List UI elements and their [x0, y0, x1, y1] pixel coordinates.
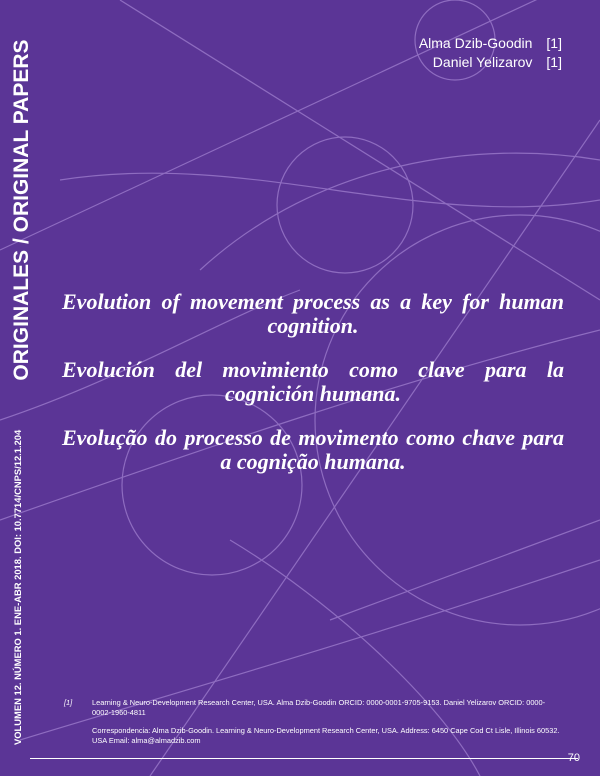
footnote-affiliation: Learning & Neuro-Development Research Center, USA. Alma Dzib-Goodin ORCID: 0000-0001-9705-9153. Daniel Yelizarov ORCID: 0000-0002-1960-4811	[92, 698, 546, 717]
page-number: 70	[567, 752, 580, 764]
author-list	[419, 34, 562, 72]
title-portuguese: Evolução do processo de movimento como chave para a cognição humana.	[62, 425, 564, 474]
author-row	[419, 53, 562, 72]
footnote-body	[92, 698, 564, 746]
issue-info: VOLUMEN 12. NÚMERO 1. ENE-ABR 2018. DOI: 10.7714/CNPS/12.1.204	[12, 429, 23, 745]
author-name: Daniel Yelizarov	[432, 54, 533, 70]
footnote-correspondence: Correspondencia: Alma Dzib-Goodin. Learning & Neuro-Development Research Center, USA. Address: 6450 Cape Cod Ct Lisle, Illinois 60532. USA Email: alma@almadzib.com	[92, 726, 560, 745]
footnote	[64, 698, 564, 754]
author-ref[interactable]: [1]	[546, 35, 562, 51]
section-label: ORIGINALES / ORIGINAL PAPERS	[10, 39, 33, 381]
article-titles	[62, 290, 564, 494]
title-english: Evolution of movement process as a key for human cognition.	[62, 289, 564, 338]
footer-rule	[30, 758, 578, 759]
author-row	[419, 34, 562, 53]
footnote-marker: [1]	[64, 698, 73, 707]
author-ref[interactable]: [1]	[546, 54, 562, 70]
title-spanish: Evolución del movimiento como clave para la cognición humana.	[62, 357, 564, 406]
author-name: Alma Dzib-Goodin	[418, 35, 533, 51]
